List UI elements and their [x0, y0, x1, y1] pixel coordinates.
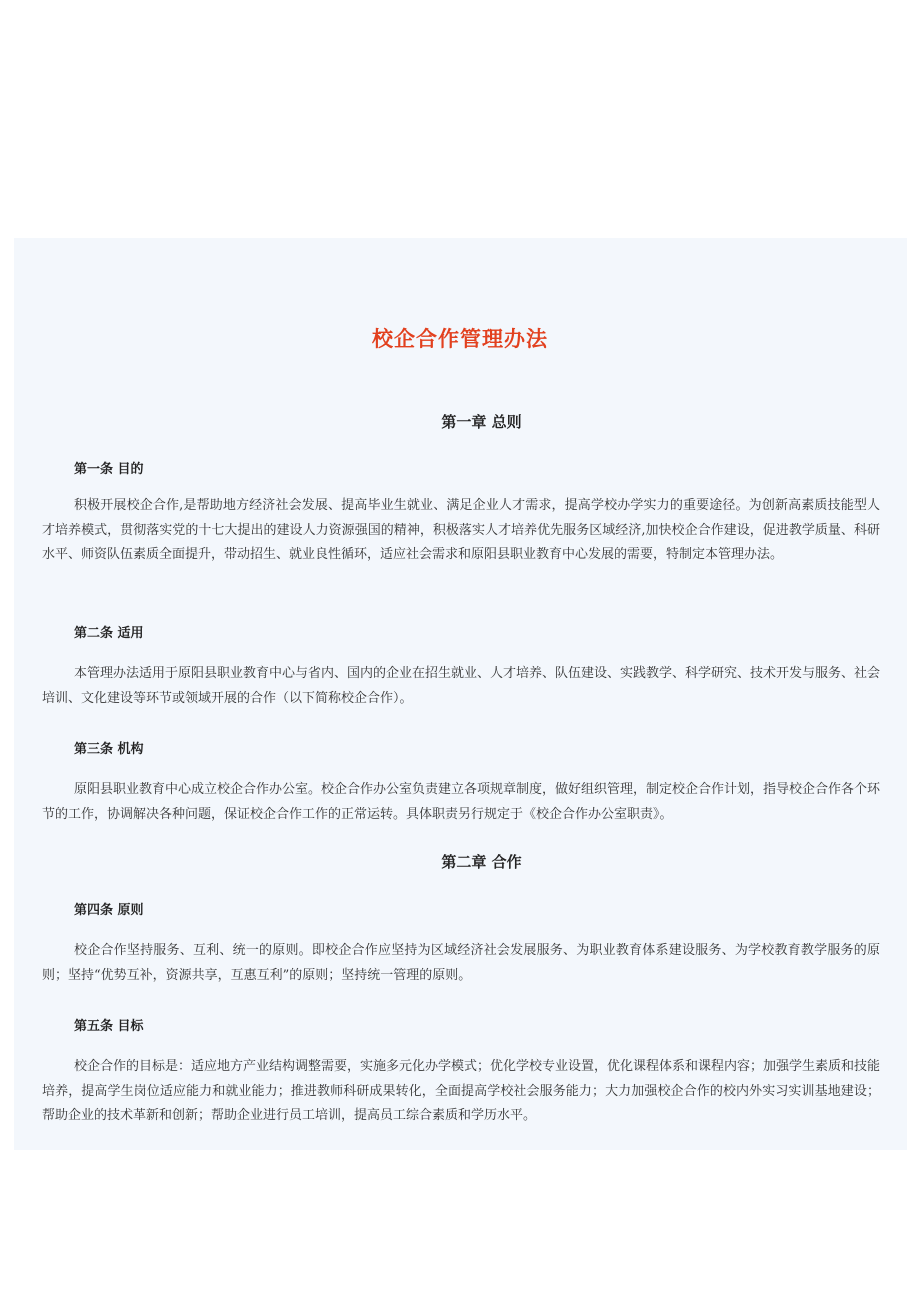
article-1-heading: 第一条 目的 [74, 462, 144, 477]
article-4-text: 校企合作坚持服务、互利、统一的原则。即校企合作应坚持为区域经济社会发展服务、为职业教育体系建设服务、为学校教育教学服务的原则；坚持“优势互补，资源共享，互惠互利”的原则；坚持统一管理的原则。 [42, 943, 880, 983]
article-3-heading: 第三条 机构 [74, 742, 144, 757]
article-5-text: 校企合作的目标是：适应地方产业结构调整需要，实施多元化办学模式；优化学校专业设置，优化课程体系和课程内容；加强学生素质和技能培养，提高学生岗位适应能力和就业能力；推进教师科研成果转化，全面提高学校社会服务能力；大力加强校企合作的校内外实习实训基地建设；帮助企业的技术革新和创新；帮助企业进行员工培训，提高员工综合素质和学历水平。 [42, 1059, 881, 1123]
article-5-heading: 第五条 目标 [74, 1019, 144, 1034]
chapter-1-heading: 第一章 总则 [441, 413, 522, 431]
article-2-text: 本管理办法适用于原阳县职业教育中心与省内、国内的企业在招生就业、人才培养、队伍建设、实践教学、科学研究、技术开发与服务、社会培训、文化建设等环节或领域开展的合作（以下简称校企合作）。 [42, 666, 881, 706]
chapter-2-heading: 第二章 合作 [441, 853, 522, 871]
article-2-heading: 第二条 适用 [74, 626, 144, 641]
document-title: 校企合作管理办法 [372, 326, 548, 351]
article-4-heading: 第四条 原则 [74, 903, 144, 918]
article-1-text: 积极开展校企合作,是帮助地方经济社会发展、提高毕业生就业、满足企业人才需求，提高学校办学实力的重要途径。为创新高素质技能型人才培养模式，贯彻落实党的十七大提出的建设人力资源强国的精神，积极落实人才培养优先服务区域经济,加快校企合作建设，促进教学质量、科研水平、师资队伍素质全面提升，带动招生、就业良性循环，适应社会需求和原阳县职业教育中心发展的需要，特制定本管理办法。 [42, 498, 880, 562]
article-3-text: 原阳县职业教育中心成立校企合作办公室。校企合作办公室负责建立各项规章制度，做好组织管理，制定校企合作计划，指导校企合作各个环节的工作，协调解决各种问题，保证校企合作工作的正常运转。具体职责另行规定于《校企合作办公室职责》。 [42, 782, 881, 822]
